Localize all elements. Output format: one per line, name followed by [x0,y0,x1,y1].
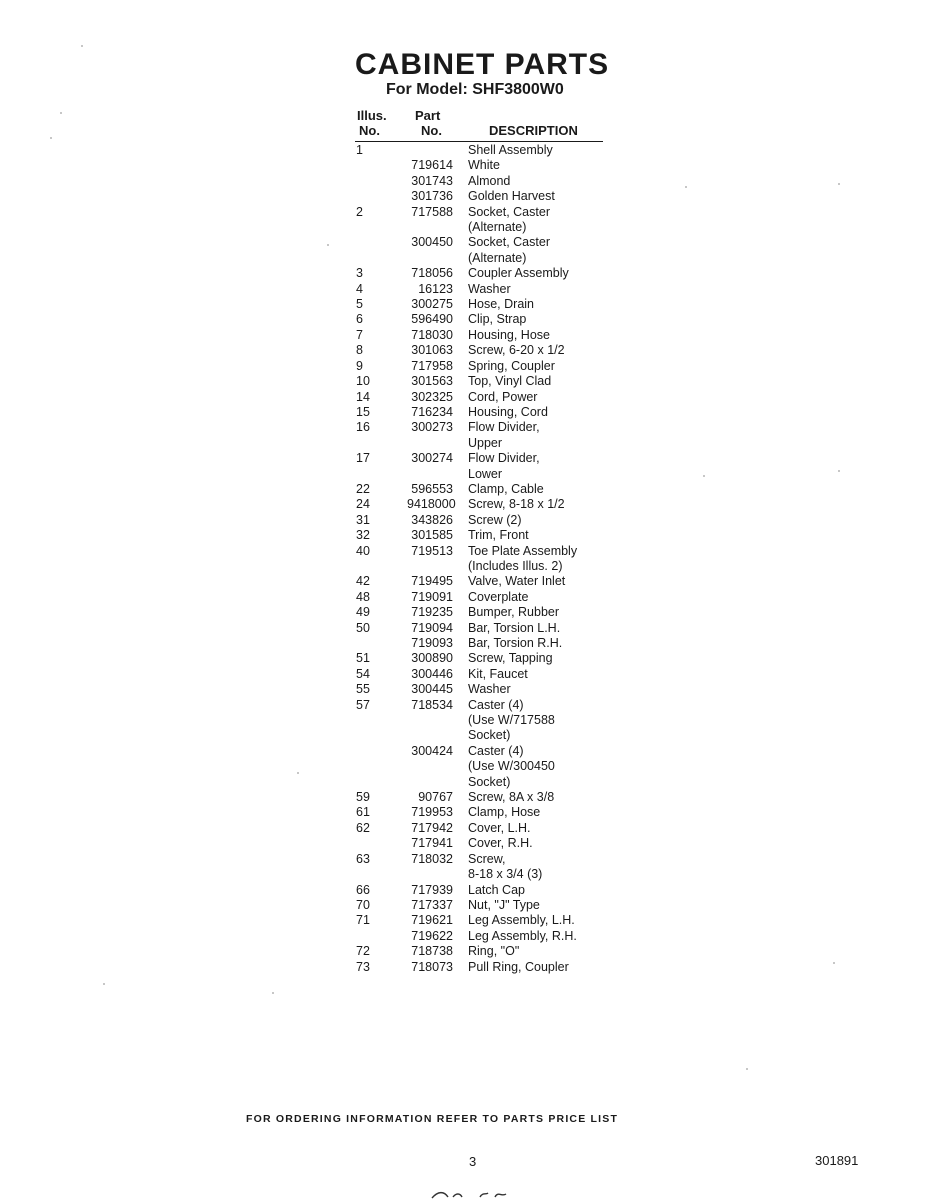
illus-number: 9 [356,358,363,373]
table-row [355,590,605,605]
part-description: Spring, Coupler [468,358,555,373]
part-number [407,759,453,774]
part-description: Housing, Hose [468,327,550,342]
table-row [355,143,605,158]
illus-number: 14 [356,389,370,404]
illus-number [355,158,407,173]
part-description: Top, Vinyl Clad [468,374,552,389]
table-row [355,497,605,512]
part-description: Coupler Assembly [468,266,569,281]
illus-number: 62 [356,820,370,835]
illus-number: 57 [356,697,370,712]
table-row [355,282,605,297]
part-number [407,220,453,235]
illus-number: 55 [356,682,370,697]
table-row [355,528,605,543]
table-row [355,821,605,836]
illus-number [355,174,407,189]
part-description: Screw, Tapping [468,651,553,666]
part-number: 717941 [411,836,453,851]
illus-number [355,929,407,944]
part-number: 300424 [411,743,453,758]
illus-number: 24 [356,497,370,512]
part-description: Screw, 8A x 3/8 [468,790,555,805]
scan-speck [838,470,840,472]
part-number: 719953 [411,805,453,820]
part-description: Clamp, Hose [468,805,541,820]
illus-number: 73 [356,959,370,974]
scan-speck [833,962,835,964]
table-row [355,667,605,682]
part-number: 9418000 [407,497,456,512]
part-number: 596490 [411,312,453,327]
illus-number [355,559,407,574]
table-row [355,205,605,220]
scan-speck [838,183,840,185]
illus-number: 16 [356,420,370,435]
part-description: White [468,158,500,173]
part-number: 596553 [411,481,453,496]
illus-number: 31 [356,512,370,527]
table-row [355,883,605,898]
table-row [355,220,605,235]
illus-number: 63 [356,851,370,866]
part-description: Socket, Caster [468,204,550,219]
illus-number: 17 [356,451,370,466]
illus-number: 59 [356,790,370,805]
table-row [355,605,605,620]
table-row [355,251,605,266]
part-description: Flow Divider, [468,420,540,435]
part-description: Shell Assembly [468,143,553,157]
table-body [355,143,605,975]
part-number [407,467,453,482]
part-description: Socket) [468,774,511,789]
page-number: 3 [469,1154,477,1169]
scan-speck [746,1068,748,1070]
part-description: Screw, 8-18 x 1/2 [468,497,565,512]
handwritten-mark [420,1185,530,1200]
header-illus-line2: No. [359,123,380,138]
header-description: DESCRIPTION [489,123,578,138]
part-description: Clamp, Cable [468,481,544,496]
table-row [355,436,605,451]
illus-number [355,759,407,774]
part-number [407,559,453,574]
table-row [355,929,605,944]
part-description: Cover, R.H. [468,836,533,851]
part-description: Bar, Torsion L.H. [468,620,561,635]
table-row [355,805,605,820]
part-description: Housing, Cord [468,404,548,419]
part-number [407,867,453,882]
part-number: 300445 [411,682,453,697]
table-row [355,544,605,559]
ordering-info-note: FOR ORDERING INFORMATION REFER TO PARTS PRICE LIST [246,1113,619,1125]
part-number [407,436,453,451]
part-description: Flow Divider, [468,451,540,466]
part-description: Trim, Front [468,528,529,543]
illus-number: 61 [356,805,370,820]
part-description: 8-18 x 3/4 (3) [468,867,543,882]
part-number: 300274 [411,451,453,466]
part-number: 719495 [411,574,453,589]
part-description: Coverplate [468,589,529,604]
part-number [407,713,453,728]
table-row [355,189,605,204]
part-number: 717942 [411,820,453,835]
illus-number: 42 [356,574,370,589]
part-number [407,728,453,743]
table-row [355,790,605,805]
part-description: Leg Assembly, L.H. [468,913,575,928]
part-description: Socket, Caster [468,235,550,250]
part-description: Caster (4) [468,743,524,758]
part-number: 718030 [411,327,453,342]
table-row [355,913,605,928]
scan-speck [272,992,274,994]
part-description: Screw (2) [468,512,522,527]
table-row [355,482,605,497]
illus-number [355,836,407,851]
part-number: 716234 [411,404,453,419]
part-description: Pull Ring, Coupler [468,959,569,974]
part-number: 301563 [411,374,453,389]
illus-number [355,636,407,651]
illus-number: 54 [356,666,370,681]
scan-speck [81,45,83,47]
model-subtitle: For Model: SHF3800W0 [386,81,564,98]
illus-number [355,744,407,759]
part-description: Bumper, Rubber [468,605,560,620]
part-number: 719621 [411,913,453,928]
part-number: 90767 [418,790,453,805]
part-number: 719093 [411,636,453,650]
scan-speck [327,244,329,246]
part-number: 719094 [411,620,453,635]
part-description: (Includes Illus. 2) [468,558,563,573]
illus-number: 15 [356,404,370,419]
illus-number [355,436,407,451]
part-number: 300273 [411,420,453,435]
part-description: Cover, L.H. [468,820,531,835]
part-description: (Use W/300450 [468,759,555,774]
table-row [355,636,605,651]
illus-number: 50 [356,620,370,635]
part-number: 301736 [411,189,453,204]
illus-number: 22 [356,481,370,496]
part-number: 719091 [411,589,453,604]
table-row [355,174,605,189]
part-description: Bar, Torsion R.H. [468,636,563,650]
illus-number: 32 [356,528,370,543]
part-description: Clip, Strap [468,312,527,327]
part-number: 719513 [411,543,453,558]
illus-number: 72 [356,944,370,959]
table-row [355,898,605,913]
header-part-line1: Part [415,108,441,123]
part-number: 718534 [411,697,453,712]
scan-speck [297,772,299,774]
header-part-line2: No. [421,123,442,138]
part-description: Washer [468,682,511,697]
part-description: Latch Cap [468,882,525,897]
part-number: 717939 [411,882,453,897]
illus-number: 10 [356,374,370,389]
part-description: Kit, Faucet [468,666,528,681]
part-number: 719235 [411,605,453,620]
illus-number: 66 [356,882,370,897]
table-row [355,559,605,574]
table-row [355,467,605,482]
table-row [355,713,605,728]
part-description: Toe Plate Assembly [468,543,578,558]
part-description: Caster (4) [468,697,524,712]
table-row [355,960,605,975]
part-number: 718073 [411,959,453,974]
table-row [355,297,605,312]
table-row [355,312,605,327]
part-number: 719622 [411,928,453,943]
part-description: (Use W/717588 [468,713,555,728]
table-row [355,759,605,774]
part-description: Valve, Water Inlet [468,574,566,589]
table-row [355,728,605,743]
part-description: Screw, [468,851,506,866]
table-row [355,158,605,173]
part-number: 300275 [411,297,453,312]
scan-speck [685,186,687,188]
table-header [355,107,605,141]
table-row [355,944,605,959]
part-number: 300446 [411,666,453,681]
part-number: 300890 [411,651,453,666]
illus-number: 51 [356,651,370,666]
part-description: Nut, "J" Type [468,897,540,912]
table-row [355,328,605,343]
table-row [355,852,605,867]
part-number [407,251,453,266]
table-row [355,266,605,281]
table-row [355,343,605,358]
table-row [355,698,605,713]
part-number: 718056 [411,266,453,281]
part-number [407,143,453,158]
part-description: Lower [468,466,503,481]
part-number: 717958 [411,358,453,373]
table-row [355,405,605,420]
scan-speck [703,475,705,477]
illus-number [355,775,407,790]
illus-number [355,467,407,482]
scan-speck [60,112,62,114]
illus-number [355,189,407,204]
part-description: (Alternate) [468,220,527,235]
table-row [355,390,605,405]
part-number: 718738 [411,944,453,959]
table-row [355,867,605,882]
table-row [355,744,605,759]
illus-number: 6 [356,312,363,327]
table-row [355,374,605,389]
illus-number: 8 [356,343,363,358]
table-row [355,359,605,374]
part-description: Washer [468,281,511,296]
header-rule [355,141,603,142]
parts-table [355,107,605,975]
table-row [355,513,605,528]
table-row [355,420,605,435]
table-row [355,451,605,466]
part-number: 343826 [411,512,453,527]
part-description: Ring, "O" [468,944,520,959]
part-number: 301063 [411,343,453,358]
scan-speck [103,983,105,985]
illus-number [355,713,407,728]
illus-number: 5 [356,297,363,312]
table-row [355,621,605,636]
part-number: 301585 [411,528,453,543]
part-number: 16123 [418,281,453,296]
scan-speck [50,137,52,139]
table-row [355,235,605,250]
part-description: Socket) [468,728,511,743]
illus-number: 7 [356,327,363,342]
illus-number: 2 [356,204,363,219]
illus-number [355,235,407,250]
illus-number [355,220,407,235]
illus-number [355,251,407,266]
illus-number: 3 [356,266,363,281]
illus-number [355,867,407,882]
part-description: Cord, Power [468,389,538,404]
part-number: 717588 [411,204,453,219]
illus-number: 49 [356,605,370,620]
table-row [355,574,605,589]
part-description: Golden Harvest [468,189,555,204]
part-description: Leg Assembly, R.H. [468,928,577,943]
part-number: 718032 [411,851,453,866]
part-number [407,775,453,790]
part-number: 300450 [411,235,453,250]
illus-number: 4 [356,281,363,296]
document-number: 301891 [815,1153,859,1168]
part-number: 301743 [411,173,453,188]
illus-number: 48 [356,589,370,604]
table-row [355,836,605,851]
part-description: Hose, Drain [468,297,534,312]
table-row [355,775,605,790]
header-illus-line1: Illus. [357,108,387,123]
part-description: Almond [468,173,511,188]
part-number: 717337 [411,897,453,912]
part-description: Upper [468,435,503,450]
part-number: 302325 [411,389,453,404]
illus-number: 1 [356,143,363,157]
table-row [355,682,605,697]
illus-number [355,728,407,743]
illus-number: 70 [356,897,370,912]
part-number: 719614 [411,158,453,173]
page-title: CABINET PARTS [355,48,610,81]
part-description: (Alternate) [468,250,527,265]
illus-number: 71 [356,913,370,928]
part-description: Screw, 6-20 x 1/2 [468,343,565,358]
illus-number: 40 [356,543,370,558]
table-row [355,651,605,666]
